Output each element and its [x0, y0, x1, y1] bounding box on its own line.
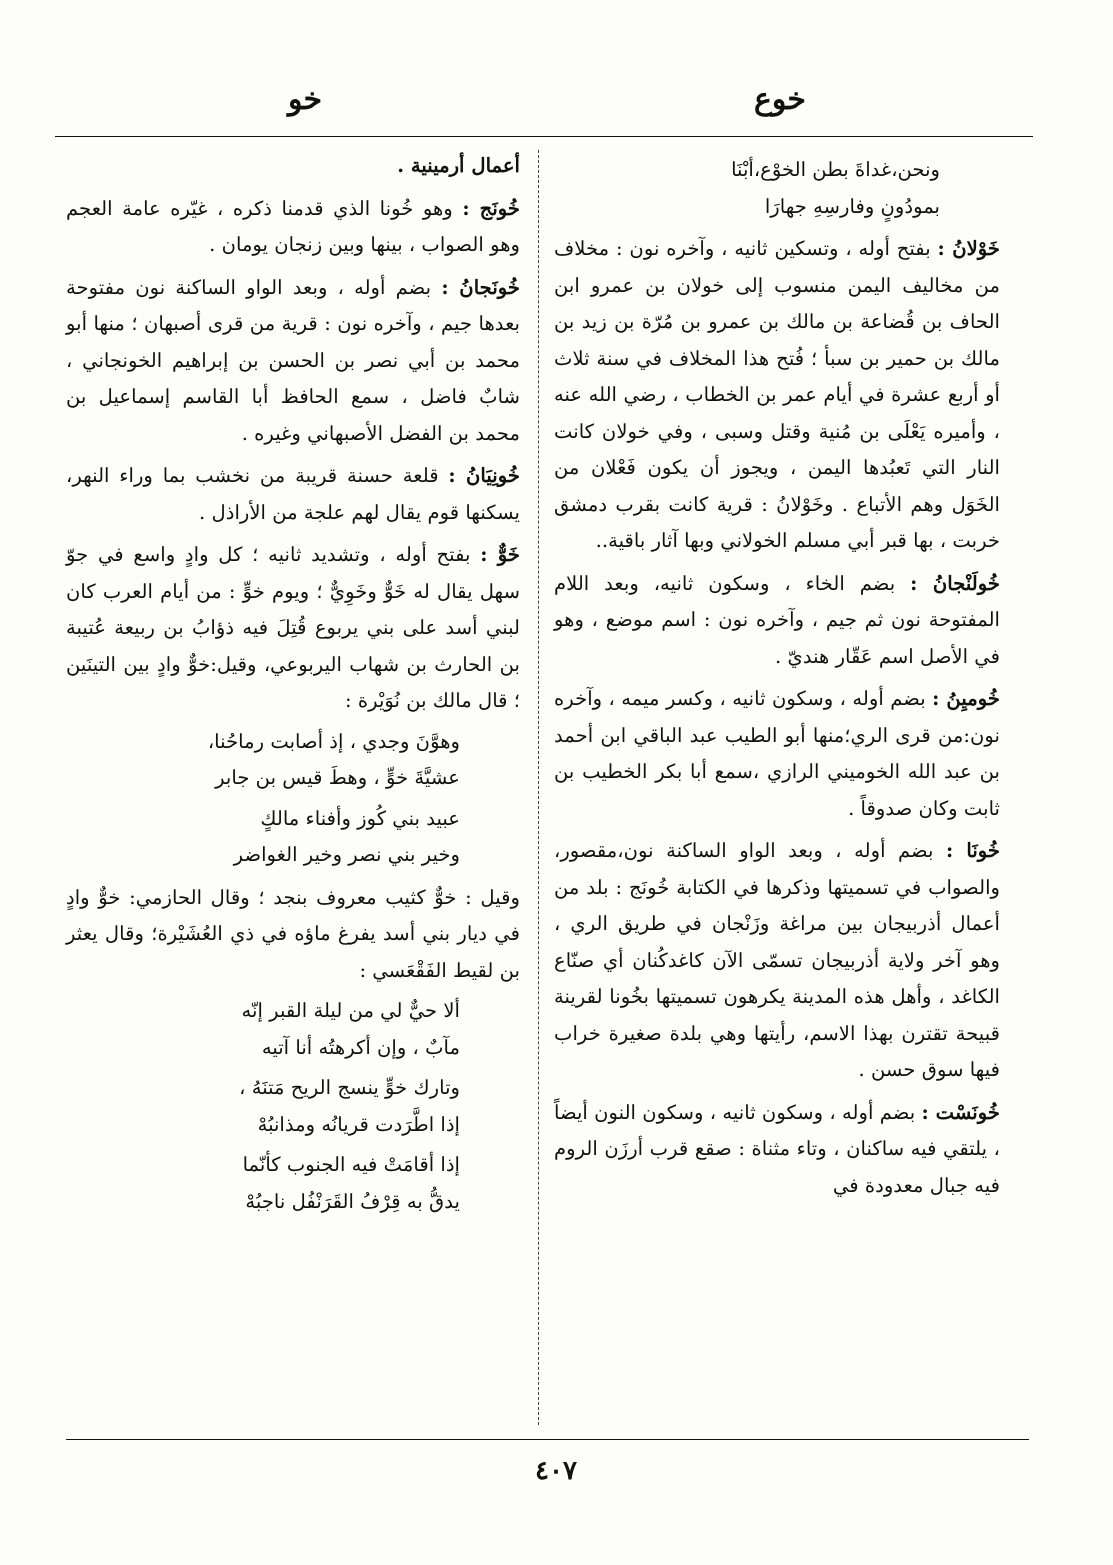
running-head-right: خوع — [754, 82, 806, 117]
entry-head: خُونِيَانُ : — [448, 464, 520, 487]
verse-line: إذا أقامَتْ فيه الجنوب كأنّما — [242, 1153, 460, 1176]
entry-text: قلعة حسنة قريبة من نخشب بما وراء النهر، يسكنها قوم يقال لهم علجة من الأراذل . — [66, 464, 520, 524]
entry-text: وهو خُونا الذي قدمنا ذكره ، غيّره عامة العجم وهو الصواب ، بينها وبين زنجان يومان . — [66, 196, 520, 256]
verse-line: وهوَّنَ وجدي ، إذ أصابت رماحُنا، — [207, 729, 460, 753]
entry-head: خُوميِنُ : — [932, 687, 1000, 710]
entry-khulanjan — [554, 566, 1000, 676]
left-column — [66, 148, 520, 1224]
entry-head: خُولَنْجانُ : — [910, 571, 1000, 595]
verse-line: بمودُونٍ وفارسِهِ جهارَا — [764, 194, 940, 218]
verse-line: عشيَّةَ خوٍّ ، وهطَ قيس بن جابر — [215, 766, 460, 789]
entry-text: بضم أوله ، وسكون ثانيه ، وسكون النون أيضاً ، يلتقي فيه ساكنان ، وتاء مثناة : صقع قرب أرزَن الروم فيه جبال معدودة في — [554, 1100, 1000, 1197]
poem-stanza — [66, 801, 520, 874]
verse-line: وتارك خوٍّ ينسج الريح مَتنَهُ ، — [239, 1076, 460, 1099]
verse-line: يدقُّ به قِرْفُ القَرَنْفُل ناجبُهْ — [245, 1189, 460, 1213]
entry-head: خُونَج : — [462, 196, 521, 220]
entry-text: بضم أوله ، وسكون ثانيه ، وكسر ميمه ، وآخره نون:من قرى الري؛منها أبو الطيب عبد الباقي ابن أحمد بن عبد الله الخوميني الرازي ،سمع أبا بكر الخطيب بن ثابت وكان صدوقاً . — [554, 687, 1000, 820]
verse-line: ألا حيٌّ لي من ليلة القبر إنّه — [241, 999, 460, 1022]
entry-khawlan — [554, 231, 1000, 560]
entry-khuniyan — [66, 458, 520, 531]
entry-khaww — [66, 537, 520, 720]
entry-head: خَوْلانُ : — [937, 237, 1000, 260]
right-column — [554, 148, 1000, 1204]
poem-stanza — [66, 724, 520, 797]
verse-line: إذا اطَّرَدت قريانُه ومذانبُهْ — [257, 1112, 460, 1136]
page-number: ٤٠٧ — [535, 1456, 577, 1486]
poem-stanza — [66, 1147, 520, 1220]
entry-text: بضم أوله ، وبعد الواو الساكنة نون مفتوحة بعدها جيم ، وآخره نون : قرية من قرى أصبهان ؛ منها أبو محمد بن أبي نصر بن الحسن بن إبراهيم الخونجاني ، شابٌ فاضل ، سمع الحافظ أبا القاسم إسماعيل بن محمد بن الفضل الأصبهاني وغيره . — [66, 275, 520, 445]
poem-stanza — [66, 993, 520, 1066]
entry-head: خُونَسْت : — [921, 1100, 1000, 1124]
middle-paragraph: وقيل : خوٌّ كثيب معروف بنجد ؛ وقال الحازمي: خوٌّ وادٍ في ديار بني أسد يفرغ ماؤه في ذي العُشَيْرة؛ وقال يعثر بن لقيط الفَقْعَسي : — [66, 885, 520, 982]
entry-text: بضم أوله ، وبعد الواو الساكنة نون،مقصور، والصواب في تسميتها وذكرها في الكتابة خُونَج : بلد من أعمال أذربيجان بين مراغة وزَنْجان في طريق الري ، وهو آخر ولاية أذربيجان تسمّى الآن كاغدكُنان أي صنّاع الكاغد ، وأهل هذه المدينة يكرهون تسميتها بخُونا لقرينة قبيحة تقترن بهذا الاسم، رأيتها وهي بلدة صغيرة خراب فيها سوق حسن . — [554, 839, 1000, 1081]
entry-head: خُونَجانُ : — [441, 275, 521, 299]
verse-line: مآبٌ ، وإن أكرهتُه أنا آتيه — [261, 1035, 460, 1059]
top-rule — [55, 136, 1033, 137]
column-divider — [538, 150, 539, 1425]
verse-line: ونحن،غداةَ بطن الخوْع،أبْنَا — [731, 158, 940, 181]
entry-text: بضم الخاء ، وسكون ثانيه، وبعد اللام المفتوحة نون ثم جيم ، وآخره نون : اسم موضع ، وهو في الأصل اسم عَقّار هنديّ . — [554, 571, 1000, 668]
continuation-text: أعمال أرمينية . — [397, 154, 520, 177]
verse-line: وخير بني نصر وخير الغواضر — [233, 843, 460, 866]
entry-khunast — [554, 1095, 1000, 1205]
opening-verse — [554, 152, 1000, 225]
bottom-rule — [66, 1439, 1029, 1440]
entry-khuna — [554, 833, 1000, 1089]
entry-khumayn — [554, 681, 1000, 827]
entry-head: خُونَا : — [946, 839, 1001, 862]
entry-head: خَوٌّ : — [480, 543, 521, 566]
poem-stanza — [66, 1070, 520, 1143]
entry-khunaj — [66, 191, 520, 264]
running-head-left: خو — [287, 82, 323, 117]
entry-text: بفتح أوله ، وتشديد ثانيه ؛ كل وادٍ واسع في جوّ سهل يقال له خَوٌّ وخَوِيٌّ ؛ ويوم خوٍّ : من أيام العرب كان لبني أسد على بني يربوع قُتِلَ فيه ذؤابُ بن ربيعة عُتيبة بن الحارث بن شهاب اليربوعي، وقيل:خوٌّ وادٍ بين التينَين ؛ قال مالك بن نُوَيْرة : — [66, 543, 520, 712]
entry-text: بفتح أوله ، وتسكين ثانيه ، وآخره نون : مخلاف من مخاليف اليمن منسوب إلى خولان بن عمرو ابن الحاف بن قُضاعة بن مالك بن عمرو بن مُرّة بن زيد بن مالك بن حمير بن سبأ ؛ فُتح هذا المخلاف في سنة ثلاث أو أربع عشرة في أيام عمر بن الخطاب ، رضي الله عنه ، وأميره يَعْلَى بن مُنية وقتل وسبى ، وفي خولان كانت النار التي تَعبُدها اليمن ، ويجوز أن يكون فَعْلان من الخَوَل وهم الأتباع . وخَوْلانُ : قرية كانت بقرب دمشق خربت ، بها قبر أبي مسلم الخولاني وبها آثار باقية.. — [554, 237, 1000, 552]
verse-line: عبيد بني كُوز وأفناء مالكٍ — [260, 806, 460, 830]
entry-khunajan — [66, 270, 520, 453]
